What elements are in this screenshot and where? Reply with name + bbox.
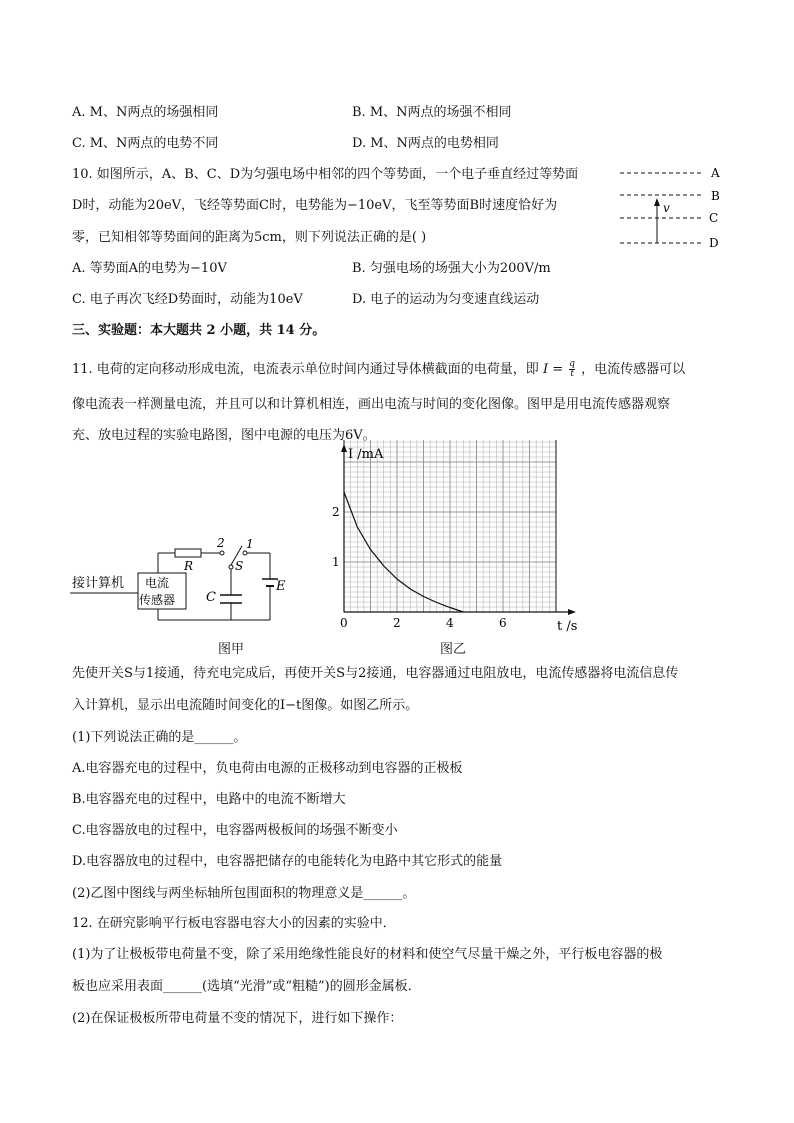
label-switch: S <box>235 559 244 573</box>
y-tick-label: 2 <box>332 505 340 519</box>
x-axis-label: t /s <box>557 619 578 634</box>
q11-sub2: (2)乙图中图线与两坐标轴所包围面积的物理意义是______。 <box>72 886 416 901</box>
formula-i: I = <box>542 362 564 377</box>
q11-sub1: (1)下列说法正确的是______。 <box>72 730 247 745</box>
q10-option-c: C. 电子再次飞经D势面时，动能为10eV <box>72 292 303 307</box>
x-tick-label: 4 <box>446 616 454 630</box>
y-tick-label: 1 <box>332 555 340 569</box>
chart-grid <box>344 440 556 612</box>
q12-stem-line1: 12. 在研究影响平行板电容器电容大小的因素的实验中． <box>72 916 396 931</box>
q11-sub1-option-c: C.电容器放电的过程中，电容器两极板间的场强不断变小 <box>72 823 398 838</box>
formula-denominator: t <box>570 369 574 379</box>
switch-pivot <box>229 565 233 569</box>
q11-sub1-option-b: B.电容器充电的过程中，电路中的电流不断增大 <box>72 792 346 807</box>
circuit-diagram <box>70 535 300 635</box>
label-battery: E <box>276 579 286 594</box>
q11-stem-line1 <box>72 360 685 379</box>
label-contact-1: 1 <box>246 537 254 551</box>
label-contact-2: 2 <box>217 536 225 550</box>
q11-sub1-option-a: A.电容器充电的过程中，负电荷由电源的正极移动到电容器的正极板 <box>72 761 463 776</box>
switch-contact-2 <box>220 551 224 555</box>
q10-stem-line3: 零，已知相邻等势面间的距离为5cm，则下列说法正确的是( ) <box>72 230 427 245</box>
y-axis-arrow <box>341 444 347 452</box>
q11-stem-line4: 先使开关S与1接通，待充电完成后，再使开关S与2接通，电容器通过电阻放电，电流传感器将电流信息传 <box>72 666 679 681</box>
section-heading: 三、实验题：本大题共 2 小题，共 14 分。 <box>72 323 326 338</box>
chart-axes <box>341 444 576 615</box>
velocity-arrowhead <box>654 198 660 206</box>
surface-a-label: A <box>711 166 720 180</box>
q9-option-c: C. M、N两点的电势不同 <box>72 136 219 151</box>
equipotential-figure <box>615 162 730 252</box>
q9-option-a: A. M、N两点的场强相同 <box>72 105 219 120</box>
q12-sub1-line1: (1)为了让极板带电荷量不变，除了采用绝缘性能良好的材料和使空气尽量干燥之外，平行板电容器的极 <box>72 947 663 962</box>
sensor-label-line2: 传感器 <box>139 593 176 607</box>
q12-sub1-line2: 板也应采用表面______(选填“光滑”或“粗糙”)的圆形金属板． <box>72 979 421 994</box>
q12-sub2: (2)在保证极板所带电荷量不变的情况下，进行如下操作： <box>72 1011 403 1026</box>
figure-a-caption: 图甲 <box>218 642 245 657</box>
q11-line1-tail: ，电流传感器可以 <box>581 362 686 377</box>
x-tick-label: 6 <box>499 616 507 630</box>
q11-line1-text: 11. 电荷的定向移动形成电流，电流表示单位时间内通过导体横截面的电荷量，即 <box>72 362 539 377</box>
q11-stem-line5: 入计算机，显示出电流随时间变化的I−t图像。如图乙所示。 <box>72 698 419 713</box>
q9-option-d: D. M、N两点的电势相同 <box>352 136 499 151</box>
figure-b-caption: 图乙 <box>440 642 467 657</box>
surface-c-label: C <box>709 211 719 225</box>
formula-numerator: q <box>569 359 576 369</box>
surface-d-label: D <box>709 236 719 250</box>
x-axis-arrow <box>568 609 576 615</box>
switch-contact-1 <box>243 551 247 555</box>
label-computer: 接计算机 <box>72 576 125 591</box>
sensor-label-line1: 电流 <box>145 576 170 590</box>
velocity-label: v <box>663 201 670 215</box>
label-capacitor: C <box>206 590 216 605</box>
label-resistor: R <box>184 559 194 573</box>
q11-sub1-option-d: D.电容器放电的过程中，电容器把储存的电能转化为电路中其它形式的能量 <box>72 854 503 869</box>
q10-option-a: A. 等势面A的电势为−10V <box>72 261 227 276</box>
q10-stem-line2: D时，动能为20eV，飞经等势面C时，电势能为−10eV，飞至等势面B时速度恰好为 <box>72 198 558 213</box>
y-axis-label: I /mA <box>348 447 384 462</box>
q11-stem-line3: 充、放电过程的实验电路图，图中电源的电压为6V。 <box>72 428 376 443</box>
q11-stem-line2: 像电流表一样测量电流，并且可以和计算机相连，画出电流与时间的变化图像。图甲是用电流传感器观察 <box>72 397 671 412</box>
x-tick-label: 2 <box>393 616 401 630</box>
surface-b-label: B <box>711 189 720 203</box>
q10-option-d: D. 电子的运动为匀变速直线运动 <box>352 292 540 307</box>
resistor <box>175 549 201 557</box>
q9-option-b: B. M、N两点的场强不相同 <box>352 105 512 120</box>
current-time-chart <box>320 440 585 635</box>
formula-fraction <box>569 360 575 379</box>
q10-stem-line1: 10. 如图所示，A、B、C、D为匀强电场中相邻的四个等势面，一个电子垂直经过等势面 <box>72 167 579 182</box>
q10-option-b: B. 匀强电场的场强大小为200V/m <box>352 261 551 276</box>
x-tick-label: 0 <box>340 616 348 630</box>
